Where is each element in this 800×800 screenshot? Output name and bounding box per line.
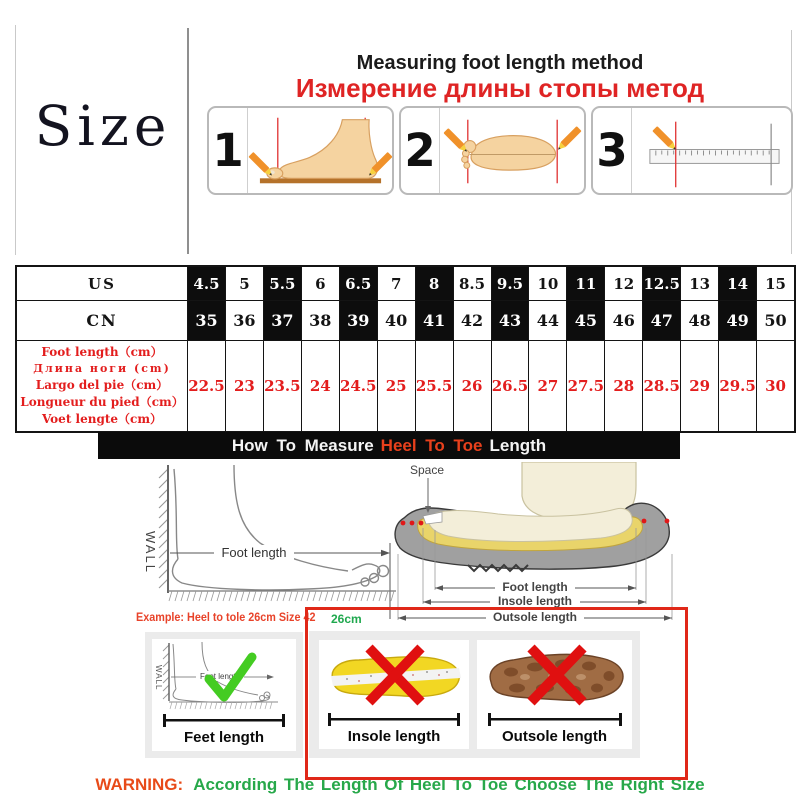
banner-text-prefix: How To Measure [231, 435, 374, 455]
example-text: Example: Heel to tole 26cm Size 42 [136, 610, 316, 624]
size-table-cell: 40 [377, 300, 415, 340]
size-table-cell: 23.5 [263, 340, 301, 431]
banner-text-highlight: Heel To Toe [380, 435, 483, 455]
measure-step-2 [399, 106, 586, 195]
space-label: Space [410, 463, 445, 477]
size-table-row [17, 267, 794, 300]
size-table-cell: 45 [566, 300, 604, 340]
size-table-cell: 12.5 [642, 267, 680, 300]
outsole-illustration [479, 640, 631, 712]
size-table-cell: 5 [225, 267, 263, 300]
foot-length-label: Foot length [221, 545, 287, 560]
size-table-cell: 41 [415, 300, 453, 340]
size-table-cell: 38 [301, 300, 339, 340]
outsole-length-label: Outsole length [502, 728, 607, 745]
size-table-cell: 49 [718, 300, 756, 340]
feet-length-label: Feet length [183, 729, 264, 746]
feet-length-panel [145, 632, 303, 758]
size-table-cell: 28.5 [642, 340, 680, 431]
size-table-cell: 37 [263, 300, 301, 340]
size-table-cell: 24.5 [339, 340, 377, 431]
size-table-row-label: Foot length（cm） Длина ноги (cm) Largo del pie（cm） Longueur du pied（cm） Voet lengte（cm） [17, 340, 187, 431]
size-table-cell: 8.5 [453, 267, 491, 300]
insole-length-card [319, 640, 469, 749]
vertical-divider [187, 28, 189, 254]
size-table-cell: 14 [718, 267, 756, 300]
size-table-cell: 46 [604, 300, 642, 340]
size-table-cell: 23 [225, 340, 263, 431]
size-table-cell: 36 [225, 300, 263, 340]
insole-illustration [319, 640, 469, 712]
dim-foot-length-label: Foot length [502, 580, 568, 594]
wall-label: WALL [143, 531, 158, 574]
size-table-cell: 8 [415, 267, 453, 300]
size-table-cell: 25 [377, 340, 415, 431]
size-table-cell: 11 [566, 267, 604, 300]
size-table-cell: 30 [756, 340, 794, 431]
mini-wall-label: WALL [154, 665, 163, 691]
warning-line [0, 775, 800, 795]
step-number: 3 [593, 108, 632, 193]
shoe-cross-section-diagram [390, 462, 682, 630]
size-table-cell: 6.5 [339, 267, 377, 300]
size-table-cell: 24 [301, 340, 339, 431]
size-table-cell: 22.5 [187, 340, 225, 431]
size-table-cell: 35 [187, 300, 225, 340]
size-table-cell: 28 [604, 340, 642, 431]
size-table-cell: 12 [604, 267, 642, 300]
size-table-row [17, 300, 794, 340]
ruler-illustration [632, 108, 791, 193]
size-table-cell: 29.5 [718, 340, 756, 431]
size-table-cell: 50 [756, 300, 794, 340]
measure-bracket [488, 713, 622, 726]
insole-length-label: Insole length [347, 728, 441, 745]
size-table-cell: 43 [491, 300, 529, 340]
size-table-cell: 4.5 [187, 267, 225, 300]
heel-to-toe-banner [98, 432, 680, 459]
feet-length-illustration [154, 639, 294, 713]
size-table-cell: 13 [680, 267, 718, 300]
size-table-cell: 5.5 [263, 267, 301, 300]
size-table-cell: 7 [377, 267, 415, 300]
wrong-methods-panel [309, 631, 640, 758]
size-table-cell: 39 [339, 300, 377, 340]
left-border-line [15, 25, 16, 255]
size-table-cell: 29 [680, 340, 718, 431]
size-table [15, 265, 796, 433]
dim-outsole-length-label: Outsole length [493, 610, 577, 624]
foot-top-illustration [440, 108, 584, 193]
feet-length-card [152, 639, 296, 751]
size-table-row [17, 340, 794, 431]
warning-label: WARNING: [95, 775, 184, 794]
size-table-cell: 15 [756, 267, 794, 300]
page-title: Size [34, 94, 172, 158]
size-table-cell: 6 [301, 267, 339, 300]
size-table-row-label: CN [17, 300, 187, 340]
example-measure-value: 26cm [331, 612, 362, 626]
measure-step-3 [591, 106, 793, 195]
size-table-cell: 42 [453, 300, 491, 340]
size-table-cell: 27.5 [566, 340, 604, 431]
step-number: 1 [209, 108, 248, 193]
size-table-row-label: US [88, 274, 116, 293]
banner-text-suffix: Length [489, 435, 547, 455]
outsole-length-card [477, 640, 632, 749]
size-table-cell: 25.5 [415, 340, 453, 431]
size-table-cell: 27 [528, 340, 566, 431]
dim-insole-length-label: Insole length [497, 594, 573, 608]
size-table-cell: 10 [528, 267, 566, 300]
size-table-cell: 44 [528, 300, 566, 340]
size-table-cell: 26 [453, 340, 491, 431]
warning-text: According The Length Of Heel To Toe Choose The Right Size [193, 775, 705, 794]
measure-bracket [328, 713, 460, 726]
heading-russian: Измерение длины стопы метод [295, 73, 705, 103]
foot-side-illustration [248, 108, 392, 193]
measure-step-1 [207, 106, 394, 195]
size-table-cell: 9.5 [491, 267, 529, 300]
wall-foot-diagram [138, 463, 410, 623]
mini-foot-length-label: Foot length [199, 672, 241, 681]
size-table-cell: 26.5 [491, 340, 529, 431]
heading-english: Measuring foot length method [356, 52, 644, 74]
size-table-cell: 48 [680, 300, 718, 340]
size-table-cell: 47 [642, 300, 680, 340]
step-number: 2 [401, 108, 440, 193]
measure-bracket [163, 714, 285, 727]
